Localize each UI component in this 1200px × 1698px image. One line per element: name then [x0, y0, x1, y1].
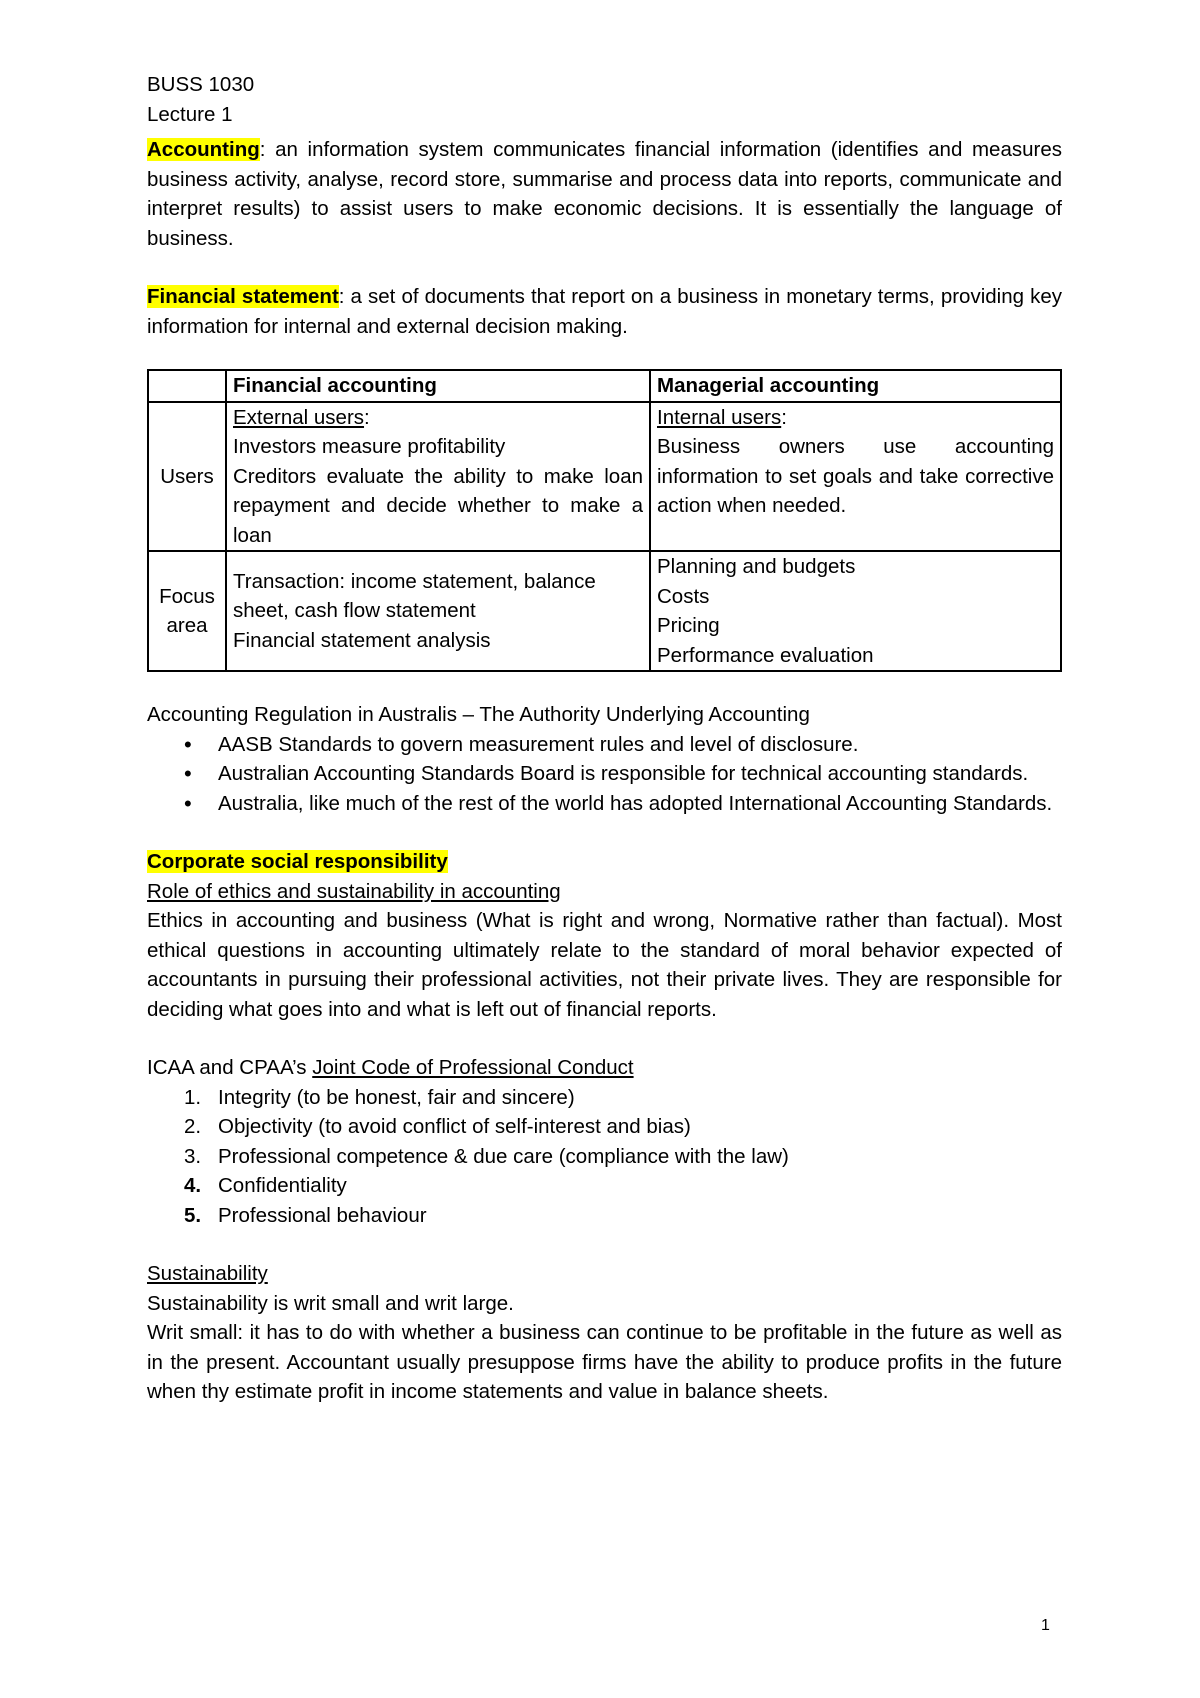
row-label-focus-area: Focus area [148, 551, 226, 671]
code-title: Joint Code of Professional Conduct [312, 1056, 634, 1079]
financial-focus-cell [226, 551, 650, 671]
pricing-line: Pricing [657, 614, 720, 637]
list-item: • Australian Accounting Standards Board is responsible for technical accounting standards. [218, 759, 1062, 789]
costs-line: Costs [657, 584, 710, 608]
list-item: 4. Confidentiality [184, 1174, 347, 1197]
header-financial-accounting: Financial accounting [226, 370, 650, 402]
accounting-comparison-table [147, 369, 1062, 672]
internal-users-label: Internal users [657, 405, 782, 429]
list-item: • AASB Standards to govern measurement rules and level of disclosure. [218, 730, 1062, 760]
sustainability-paragraph: Writ small: it has to do with whether a business can continue to be profitable in the future as well as in the present. Accountant usually presuppose firms have the ability to produce profits in the future when thy estimate profit in income statements and value in balance sheets. [147, 1321, 1062, 1403]
managerial-focus-cell [650, 551, 1061, 671]
table-row-focus-area [148, 551, 1061, 671]
csr-heading: Corporate social responsibility [147, 850, 448, 873]
page-number: 1 [1041, 1617, 1050, 1634]
table-corner-cell [148, 370, 226, 402]
ethics-subheading: Role of ethics and sustainability in accounting [147, 879, 561, 903]
performance-line: Performance evaluation [657, 643, 874, 667]
accounting-term: Accounting [147, 138, 260, 161]
course-code: BUSS 1030 [147, 73, 255, 96]
list-item: • Australia, like much of the rest of the world has adopted International Accounting Standards. [218, 789, 1062, 819]
managerial-users-cell: Internal users: Business owners use accounting information to set goals and take corrective action when needed. [650, 402, 1061, 552]
list-item: 5. Professional behaviour [184, 1203, 427, 1227]
table-header-row [148, 370, 1061, 402]
investors-line: Investors measure profitability [233, 435, 506, 458]
external-users-label: External users [233, 405, 365, 429]
accounting-definition [147, 135, 1062, 253]
financial-statement-definition-text: : a set of documents that report on a business in monetary terms, providing key information for internal and external decision making. [147, 285, 1062, 338]
regulation-heading: Accounting Regulation in Australis – The Authority Underlying Accounting [147, 703, 810, 726]
financial-statement-definition [147, 282, 1062, 341]
row-label-users: Users [148, 402, 226, 552]
code-heading: ICAA and CPAA’s Joint Code of Professional Conduct [147, 1056, 634, 1079]
planning-line: Planning and budgets [657, 555, 856, 578]
sustainability-line: Sustainability is writ small and writ large. [147, 1291, 514, 1315]
accounting-definition-text: : an information system communicates financial information (identifies and measures business activity, analyse, record store, summarise and process data into reports, communicate and interpret results) to assist users to make economic decisions. It is essentially the language of business. [147, 138, 1062, 250]
code-list [147, 1083, 1062, 1231]
financial-statement-term: Financial statement [147, 285, 339, 308]
list-item: 3. Professional competence & due care (compliance with the law) [184, 1144, 789, 1168]
list-item: 2. Objectivity (to avoid conflict of self-interest and bias) [184, 1115, 691, 1138]
transaction-line: Transaction: income statement, balance sheet, cash flow statement [233, 569, 596, 623]
business-owners-line: Business owners use accounting information to set goals and take corrective action when needed. [657, 435, 1054, 517]
lecture-title: Lecture 1 [147, 102, 233, 126]
sustainability-heading: Sustainability [147, 1262, 268, 1285]
creditors-line: Creditors evaluate the ability to make loan repayment and decide whether to make a loan [233, 464, 643, 547]
header-managerial-accounting: Managerial accounting [650, 370, 1061, 402]
list-item: 1. Integrity (to be honest, fair and sincere) [184, 1085, 575, 1109]
ethics-paragraph: Ethics in accounting and business (What is right and wrong, Normative rather than factual). Most ethical questions in accounting ultimately relate to the standard of moral behavior expected of accountants in pursuing their professional activities, not their private lives. They are responsible for deciding what goes into and what is left out of financial reports. [147, 909, 1062, 1021]
document-page [147, 70, 1062, 1407]
table-row-users [148, 402, 1061, 552]
statement-analysis-line: Financial statement analysis [233, 628, 491, 652]
regulation-list [147, 730, 1062, 819]
financial-users-cell: External users: Investors measure profitability Creditors evaluate the ability to make loan repayment and decide whether to make a loan [226, 402, 650, 552]
